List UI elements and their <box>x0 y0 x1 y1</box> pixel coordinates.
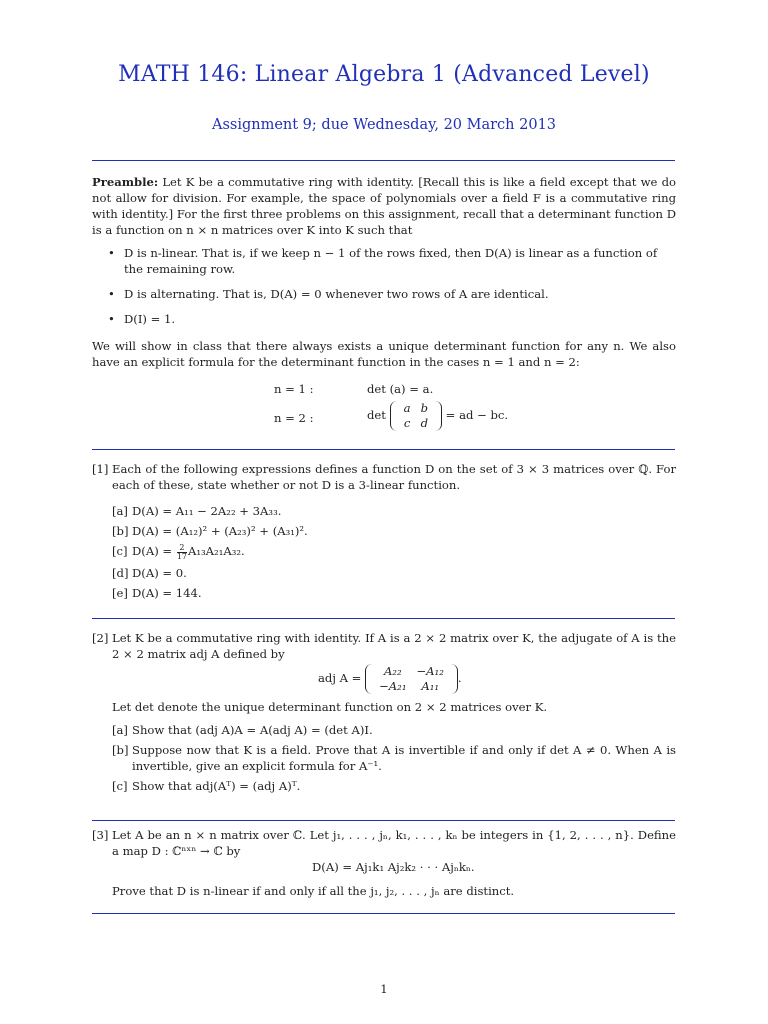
adj-end: . <box>457 671 462 685</box>
preamble-closing: We will show in class that there always exists a unique determinant function for any n. We also have an explicit formula for the determinant function in the cases n = 1 and n = 2: <box>92 339 676 369</box>
item-label: [d] <box>112 565 129 580</box>
fraction-numerator: 2 <box>177 544 187 553</box>
adj-lhs: adj A = <box>318 671 362 685</box>
formula-n1-label: n = 1 : <box>274 382 314 396</box>
problem-3-closing: Prove that D is n-linear if and only if all the j₁, j₂, . . . , jₙ are distinct. <box>112 884 515 898</box>
problem-text: Let K be a commutative ring with identity. If A is a 2 × 2 matrix over K, the adjugate of A is the 2 × 2 matrix adj A defined by <box>112 631 676 661</box>
item-label: [b] <box>112 743 129 757</box>
list-item <box>112 778 676 794</box>
problem-number: [3] <box>92 828 109 842</box>
divider <box>92 618 675 619</box>
list-item <box>112 523 676 539</box>
list-item: • D is alternating. That is, D(A) = 0 whenever two rows of A are identical. <box>106 286 676 302</box>
problem-3 <box>92 827 676 859</box>
adjugate-matrix <box>365 664 458 694</box>
matrix-entry: b <box>420 401 428 415</box>
adjugate-formula <box>318 664 462 694</box>
divider <box>92 913 675 914</box>
page-title: MATH 146: Linear Algebra 1 (Advanced Level) <box>118 62 650 87</box>
item-label: [c] <box>112 779 128 793</box>
list-item <box>112 503 676 519</box>
item-label: [c] <box>112 544 128 558</box>
list-item <box>112 543 676 561</box>
fraction <box>177 544 187 561</box>
item-label: [b] <box>112 524 129 538</box>
divider <box>92 820 675 821</box>
matrix-entry: a <box>403 401 411 415</box>
matrix-entry: A₁₁ <box>421 679 439 693</box>
problem-2 <box>92 630 676 662</box>
preamble-text: Let K be a commutative ring with identity. [Recall this is like a field except that we do not allow for division. For example, the space of polynomials over a field F is a commutative ring with identity.] For the first three problems on this assignment, recall that a determinant function D is a function on n × n matrices over K into K such that <box>92 175 676 237</box>
matrix-entry: c <box>403 416 411 430</box>
list-item <box>112 742 676 774</box>
matrix-entry: d <box>420 416 428 430</box>
list-item <box>112 722 676 738</box>
problem-number: [2] <box>92 631 109 645</box>
matrix-entry: A₂₂ <box>383 664 402 678</box>
determinant-properties-list <box>106 245 676 336</box>
problem-2-parts <box>112 722 676 798</box>
item-text: D(A) = (A₁₂)² + (A₂₃)² + (A₃₁)². <box>132 524 308 538</box>
det-symbol: det <box>367 408 386 422</box>
formula-n2 <box>367 401 508 431</box>
divider <box>92 449 675 450</box>
list-item <box>112 565 676 581</box>
list-item <box>112 585 676 601</box>
preamble-paragraph <box>92 174 676 238</box>
problem-2-note: Let det denote the unique determinant function on 2 × 2 matrices over K. <box>112 700 548 714</box>
item-text: D(A) = 0. <box>132 565 187 580</box>
item-label: [a] <box>112 504 128 518</box>
divider <box>92 160 675 161</box>
matrix-2x2 <box>390 401 442 431</box>
matrix-entry: −A₁₂ <box>416 664 444 678</box>
problem-1 <box>92 461 676 493</box>
preamble-label: Preamble: <box>92 175 159 189</box>
formula-n1: det (a) = a. <box>367 382 434 396</box>
problem-3-formula: D(A) = Aj₁k₁ Aj₂k₂ · · · Ajₙkₙ. <box>312 860 475 874</box>
problem-text: Each of the following expressions defines a function D on the set of 3 × 3 matrices over ℚ. For each of these, state whether or not D is a 3-linear function. <box>112 462 676 492</box>
page-number: 1 <box>380 982 388 996</box>
item-text: Show that adj(Aᵀ) = (adj A)ᵀ. <box>132 779 301 793</box>
formula-n2-label: n = 2 : <box>274 411 314 425</box>
fraction-denominator: 17 <box>176 551 187 561</box>
problem-number: [1] <box>92 462 109 476</box>
problem-1-parts <box>112 503 676 605</box>
item-label: [a] <box>112 723 128 737</box>
item-label: [e] <box>112 585 128 600</box>
page-subtitle: Assignment 9; due Wednesday, 20 March 2013 <box>211 117 557 133</box>
item-text: Show that (adj A)A = A(adj A) = (det A)I. <box>132 723 373 737</box>
list-item: • D is n-linear. That is, if we keep n − 1 of the rows fixed, then D(A) is linear as a function of the remaining row. <box>106 245 676 277</box>
problem-text: Let A be an n × n matrix over ℂ. Let j₁, . . . , jₙ, k₁, . . . , kₙ be integers in {1, 2, . . . , n}. Define a map D : ℂⁿˣⁿ → ℂ by <box>112 828 676 858</box>
item-text: D(A) = 144. <box>132 585 202 600</box>
matrix-entry: −A₂₁ <box>379 679 407 693</box>
formula-n2-rhs: = ad − bc. <box>445 408 509 422</box>
item-text: D(A) = <box>132 544 176 558</box>
item-text: D(A) = A₁₁ − 2A₂₂ + 3A₃₃. <box>132 504 282 518</box>
list-item: • D(I) = 1. <box>106 311 676 327</box>
item-text: A₁₃A₂₁A₃₂. <box>188 544 245 558</box>
item-text: Suppose now that K is a field. Prove that A is invertible if and only if det A ≠ 0. When A is invertible, give an explicit formula for A⁻¹. <box>132 743 676 773</box>
